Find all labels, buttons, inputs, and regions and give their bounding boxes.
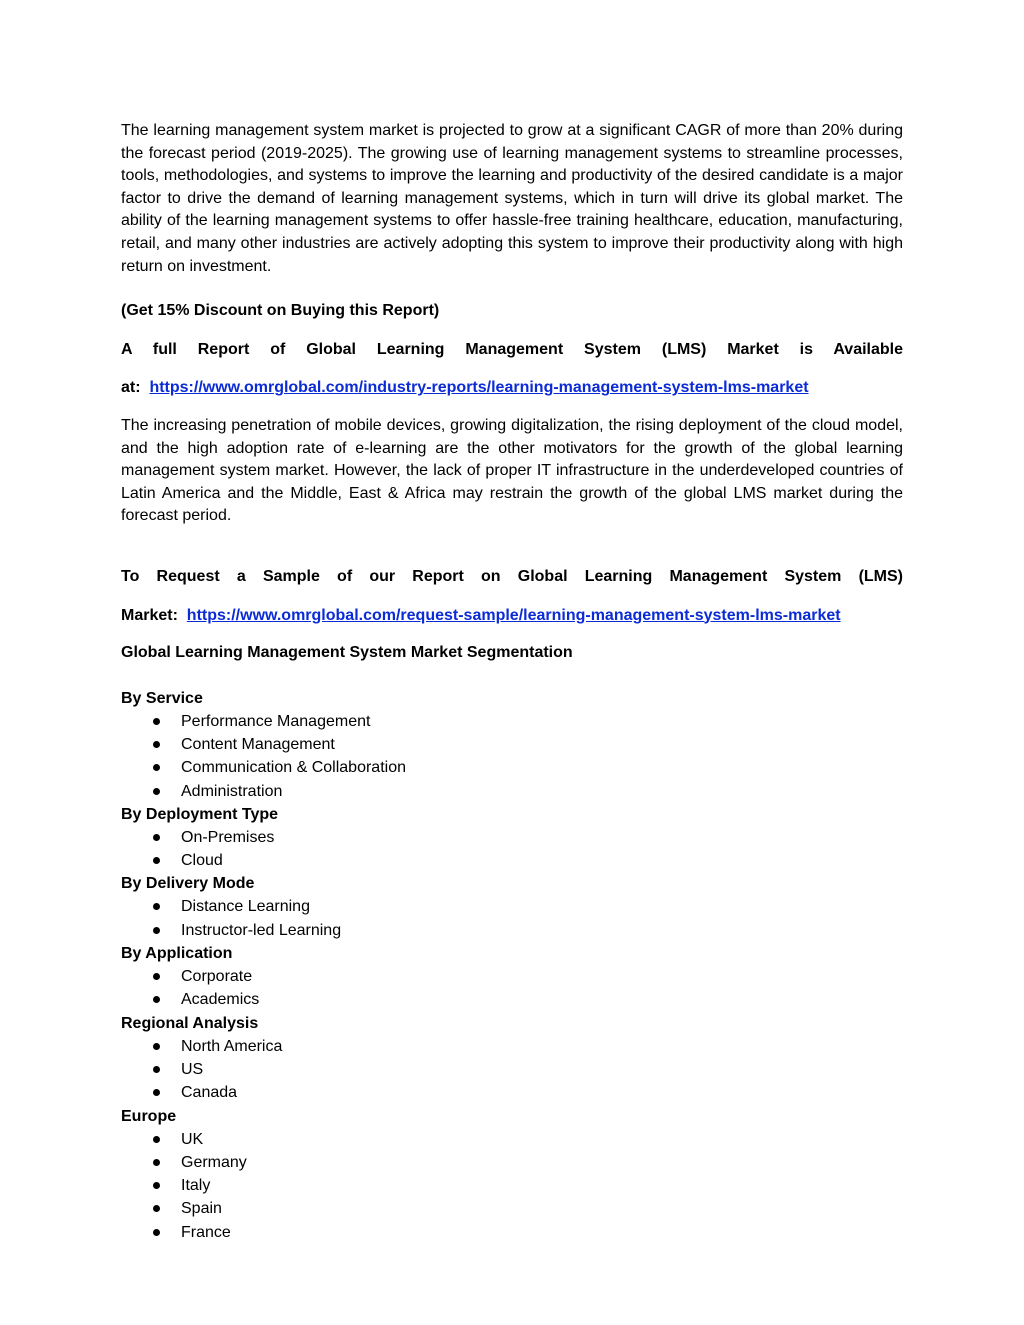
bullet-list: [121, 826, 903, 873]
list-item: [121, 1151, 903, 1174]
list-item: [121, 965, 903, 988]
bullet-icon: [153, 973, 160, 980]
sample-link-line: [121, 605, 903, 628]
list-item-label: On-Premises: [181, 828, 275, 846]
list-item: [121, 1035, 903, 1058]
list-item: [121, 1058, 903, 1081]
group-title: By Application: [121, 945, 233, 963]
spacer: [121, 400, 903, 415]
list-item: [121, 849, 903, 872]
list-item: [121, 1174, 903, 1197]
list-item: [121, 710, 903, 733]
list-item: [121, 919, 903, 942]
list-item: [121, 826, 903, 849]
at-label: at:: [121, 379, 141, 397]
bullet-icon: [153, 903, 160, 910]
list-item-label: Spain: [181, 1200, 222, 1218]
segmentation-heading: Global Learning Management System Market Segmentation: [121, 644, 573, 662]
report-available-text: A full Report of Global Learning Management System (LMS) Market is Available: [121, 340, 903, 358]
spacer: [121, 627, 903, 642]
discount-label: (Get 15% Discount on Buying this Report): [121, 302, 440, 320]
growth-paragraph: The increasing penetration of mobile devices, growing digitalization, the rising deployment of the cloud model, and the high adoption rate of e-learning are the other motivators for the growth of the global learning management system market. However, the lack of proper IT infrastructure in the underdeveloped countries of Latin America and the Middle, East & Africa may restrain the growth of the global LMS market during the forecast period.: [121, 416, 903, 525]
list-item-label: Content Management: [181, 735, 335, 753]
bullet-list: [121, 1128, 903, 1244]
list-item-label: Germany: [181, 1153, 247, 1171]
list-item-label: UK: [181, 1130, 204, 1148]
spacer: [121, 278, 903, 300]
list-item-label: US: [181, 1060, 204, 1078]
segmentation-groups: [121, 687, 903, 1244]
segment-group-europe: [121, 1105, 903, 1244]
list-item: [121, 1221, 903, 1244]
bullet-list: [121, 710, 903, 803]
segment-group-service: [121, 687, 903, 803]
segment-group-regional: [121, 1012, 903, 1105]
sample-request-text: To Request a Sample of our Report on Global Learning Management System (LMS): [121, 567, 903, 585]
bullet-icon: [153, 857, 160, 864]
list-item-label: Corporate: [181, 968, 253, 986]
list-item-label: Italy: [181, 1177, 211, 1195]
market-label: Market:: [121, 606, 178, 624]
bullet-icon: [153, 788, 160, 795]
group-title: By Service: [121, 689, 203, 707]
report-link[interactable]: https://www.omrglobal.com/industry-reports/learning-management-system-lms-market: [149, 379, 809, 397]
bullet-icon: [153, 1136, 160, 1143]
bullet-icon: [153, 741, 160, 748]
list-item-label: Communication & Collaboration: [181, 759, 406, 777]
bullet-icon: [153, 996, 160, 1003]
group-title: By Delivery Mode: [121, 875, 255, 893]
list-item: [121, 780, 903, 803]
list-item: [121, 733, 903, 756]
list-item-label: North America: [181, 1037, 283, 1055]
bullet-icon: [153, 1043, 160, 1050]
list-item-label: Administration: [181, 782, 283, 800]
list-item-label: Canada: [181, 1084, 238, 1102]
bullet-icon: [153, 1205, 160, 1212]
bullet-icon: [153, 1089, 160, 1096]
list-item-label: Performance Management: [181, 712, 371, 730]
list-item: [121, 1081, 903, 1104]
list-item: [121, 756, 903, 779]
bullet-icon: [153, 927, 160, 934]
sample-link[interactable]: https://www.omrglobal.com/request-sample/learning-management-system-lms-market: [186, 606, 841, 624]
bullet-list: [121, 1035, 903, 1105]
bullet-icon: [153, 1159, 160, 1166]
list-item-label: Academics: [181, 991, 260, 1009]
spacer: [121, 665, 903, 687]
spacer: [121, 528, 903, 550]
list-item-label: Cloud: [181, 852, 223, 870]
bullet-icon: [153, 1229, 160, 1236]
list-item: [121, 988, 903, 1011]
bullet-icon: [153, 1182, 160, 1189]
list-item-label: Distance Learning: [181, 898, 310, 916]
list-item: [121, 895, 903, 918]
intro-paragraph: The learning management system market is projected to grow at a significant CAGR of more than 20% during the forecast period (2019-2025). The growing use of learning management systems to streamline processes, tools, methodologies, and systems to improve the learning and productivity of the desired candidate is a major factor to drive the demand of learning management systems, which in turn will drive its global market. The ability of the learning management systems to offer hassle-free training healthcare, education, manufacturing, retail, and many other industries are actively adopting this system to improve their productivity along with high return on investment.: [121, 122, 903, 275]
bullet-list: [121, 965, 903, 1012]
group-title: By Deployment Type: [121, 805, 279, 823]
group-title: Regional Analysis: [121, 1014, 259, 1032]
list-item: [121, 1128, 903, 1151]
bullet-icon: [153, 834, 160, 841]
list-item: [121, 1197, 903, 1220]
bullet-icon: [153, 1066, 160, 1073]
bullet-icon: [153, 764, 160, 771]
segment-group-deployment: [121, 803, 903, 873]
group-title: Europe: [121, 1107, 177, 1125]
list-item-label: Instructor-led Learning: [181, 921, 342, 939]
segment-group-delivery: [121, 872, 903, 942]
bullet-icon: [153, 718, 160, 725]
segment-group-application: [121, 942, 903, 1012]
list-item-label: France: [181, 1223, 231, 1241]
report-link-line: [121, 377, 903, 400]
bullet-list: [121, 895, 903, 942]
